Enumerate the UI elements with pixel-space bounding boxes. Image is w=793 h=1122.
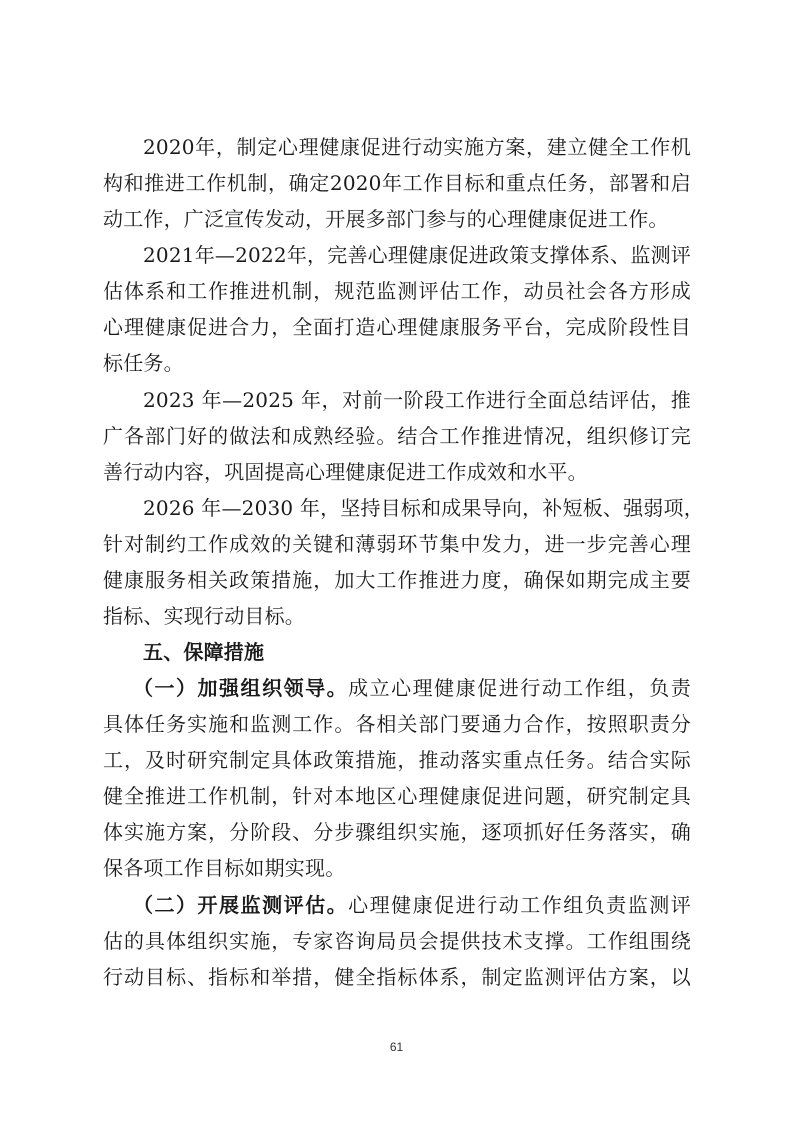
paragraph-2026-line-3: 健康服务相关政策措施，加大工作推进力度，确保如期完成主要 — [103, 568, 691, 592]
subsection-1-line-4: 健全推进工作机制，针对本地区心理健康促进问题，研究制定具 — [103, 784, 691, 808]
paragraph-2020-line-1: 2020年，制定心理健康促进行动实施方案，建立健全工作机 — [143, 135, 691, 159]
paragraph-2020-line-3: 动工作，广泛宣传发动，开展多部门参与的心理健康促进工作。 — [103, 207, 669, 231]
paragraph-2020-line-2: 构和推进工作机制，确定2020年工作目标和重点任务，部署和启 — [103, 171, 691, 195]
paragraph-2023-line-2: 广各部门好的做法和成熟经验。结合工作推进情况，组织修订完 — [103, 424, 691, 448]
subsection-2-title: （二）开展监测评估。 — [133, 893, 349, 917]
paragraph-2026-line-1: 2026 年—2030 年，坚持目标和成果导向，补短板、强弱项， — [143, 496, 704, 520]
subsection-1-title: （一）加强组织领导。 — [133, 676, 349, 700]
page-number: 61 — [389, 1040, 404, 1054]
paragraph-2026-line-2: 针对制约工作成效的关键和薄弱环节集中发力，进一步完善心理 — [103, 532, 691, 556]
paragraph-2023-line-3: 善行动内容，巩固提高心理健康促进工作成效和水平。 — [103, 460, 588, 484]
subsection-2-first-line — [133, 887, 691, 923]
subsection-1-line-2: 具体任务实施和监测工作。各相关部门要通力合作，按照职责分 — [103, 712, 691, 736]
paragraph-2023-line-1: 2023 年—2025 年，对前一阶段工作进行全面总结评估，推 — [143, 388, 691, 412]
subsection-2-first-line-text: 心理健康促进行动工作组负责监测评 — [348, 893, 692, 917]
subsection-1-first-line — [133, 670, 691, 706]
subsection-1-first-line-text: 成立心理健康促进行动工作组，负责 — [348, 676, 692, 700]
paragraph-2021-line-2: 估体系和工作推进机制，规范监测评估工作，动员社会各方形成 — [103, 279, 691, 303]
paragraph-2021-line-4: 标任务。 — [103, 351, 184, 375]
paragraph-2021-line-3: 心理健康促进合力，全面打造心理健康服务平台，完成阶段性目 — [103, 315, 691, 339]
paragraph-2026-line-4: 指标、实现行动目标。 — [103, 604, 305, 628]
subsection-1-line-6: 保各项工作目标如期实现。 — [103, 856, 346, 880]
section-heading: 五、保障措施 — [143, 640, 265, 664]
paragraph-2021-line-1: 2021年—2022年，完善心理健康促进政策支撑体系、监测评 — [143, 243, 691, 267]
subsection-1-line-3: 工，及时研究制定具体政策措施，推动落实重点任务。结合实际 — [103, 748, 691, 772]
subsection-2-line-2: 估的具体组织实施，专家咨询局员会提供技术支撑。工作组围绕 — [103, 929, 691, 953]
subsection-1-line-5: 体实施方案，分阶段、分步骤组织实施，逐项抓好任务落实，确 — [103, 820, 691, 844]
subsection-2-line-3: 行动目标、指标和举措，健全指标体系，制定监测评估方案，以 — [103, 965, 691, 989]
